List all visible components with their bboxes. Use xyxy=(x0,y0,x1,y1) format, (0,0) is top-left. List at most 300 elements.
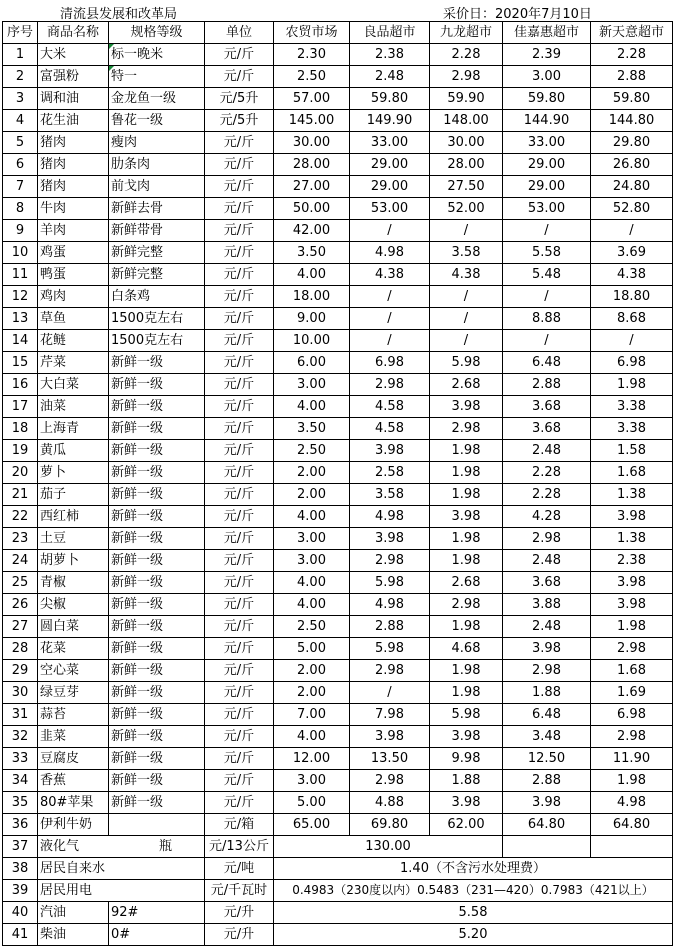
price-liangpin: 4.58 xyxy=(350,418,430,440)
table-row xyxy=(3,858,673,880)
table-row xyxy=(3,484,673,506)
table-row xyxy=(3,924,673,946)
col-header-market: 农贸市场 xyxy=(274,22,350,44)
price-xintianyi: 2.38 xyxy=(591,550,673,572)
col-header-jiajiahui: 佳嘉惠超市 xyxy=(503,22,591,44)
row-unit: 元/斤 xyxy=(205,660,274,682)
price-market: 5.00 xyxy=(274,638,350,660)
row-name-spec xyxy=(38,836,205,858)
price-xintianyi: 3.98 xyxy=(591,506,673,528)
row-name: 尖椒 xyxy=(38,594,109,616)
row-no: 41 xyxy=(3,924,38,946)
row-name: 圆白菜 xyxy=(38,616,109,638)
price-liangpin: 4.98 xyxy=(350,242,430,264)
price-jiulong: 28.00 xyxy=(430,154,503,176)
row-unit: 元/斤 xyxy=(205,66,274,88)
price-market: 2.50 xyxy=(274,440,350,462)
row-spec: 新鲜一级 xyxy=(109,550,205,572)
table-header-row xyxy=(3,22,673,44)
row-spec: 新鲜一级 xyxy=(109,792,205,814)
price-jiulong: 30.00 xyxy=(430,132,503,154)
row-unit: 元/斤 xyxy=(205,726,274,748)
price-jiajiahui: 2.48 xyxy=(503,616,591,638)
price-market: 2.30 xyxy=(274,44,350,66)
col-header-xintianyi: 新天意超市 xyxy=(591,22,673,44)
price-market: 2.50 xyxy=(274,66,350,88)
row-unit: 元/斤 xyxy=(205,506,274,528)
agency-title: 清流县发展和改革局 xyxy=(60,7,178,22)
row-spec: 新鲜一级 xyxy=(109,484,205,506)
row-name: 花鲢 xyxy=(38,330,109,352)
table-row xyxy=(3,220,673,242)
price-jiajiahui: 2.39 xyxy=(503,44,591,66)
price-liangpin: 3.98 xyxy=(350,528,430,550)
price-xintianyi: 11.90 xyxy=(591,748,673,770)
row-spec: 新鲜一级 xyxy=(109,528,205,550)
price-jiajiahui: / xyxy=(503,330,591,352)
price-jiulong: 1.98 xyxy=(430,660,503,682)
row-unit: 元/斤 xyxy=(205,616,274,638)
price-liangpin: / xyxy=(350,220,430,242)
row-name: 猪肉 xyxy=(38,176,109,198)
row-spec: 新鲜一级 xyxy=(109,572,205,594)
table-row xyxy=(3,572,673,594)
row-unit: 元/斤 xyxy=(205,352,274,374)
price-market: 28.00 xyxy=(274,154,350,176)
price-liangpin: 33.00 xyxy=(350,132,430,154)
row-no: 31 xyxy=(3,704,38,726)
row-unit: 元/斤 xyxy=(205,528,274,550)
row-spec: 92# xyxy=(109,902,205,924)
price-xintianyi: 1.68 xyxy=(591,660,673,682)
price-liangpin: 2.98 xyxy=(350,550,430,572)
row-name: 液化气 xyxy=(40,839,80,854)
price-xintianyi: 4.38 xyxy=(591,264,673,286)
row-name: 居民用电 xyxy=(38,880,205,902)
row-name: 猪肉 xyxy=(38,132,109,154)
row-spec: 新鲜一级 xyxy=(109,462,205,484)
row-spec: 新鲜一级 xyxy=(109,726,205,748)
row-name: 鸡蛋 xyxy=(38,242,109,264)
price-jiajiahui: 53.00 xyxy=(503,198,591,220)
row-name: 80#苹果 xyxy=(38,792,109,814)
row-name: 牛肉 xyxy=(38,198,109,220)
price-jiajiahui: 5.58 xyxy=(503,242,591,264)
row-no: 17 xyxy=(3,396,38,418)
price-jiajiahui: 3.88 xyxy=(503,594,591,616)
price-market: 145.00 xyxy=(274,110,350,132)
row-unit: 元/斤 xyxy=(205,638,274,660)
price-jiajiahui: 3.68 xyxy=(503,572,591,594)
price-market: 42.00 xyxy=(274,220,350,242)
table-row xyxy=(3,836,673,858)
price-market: 4.00 xyxy=(274,396,350,418)
row-spec: 金龙鱼一级 xyxy=(109,88,205,110)
price-xintianyi: 2.98 xyxy=(591,638,673,660)
price-jiulong: 2.28 xyxy=(430,44,503,66)
col-header-unit: 单位 xyxy=(205,22,274,44)
table-row xyxy=(3,308,673,330)
price-liangpin: 149.90 xyxy=(350,110,430,132)
row-unit: 元/升 xyxy=(205,902,274,924)
price-xintianyi: / xyxy=(591,220,673,242)
price-xintianyi: 1.38 xyxy=(591,528,673,550)
price-market: 57.00 xyxy=(274,88,350,110)
price-market: 2.00 xyxy=(274,682,350,704)
row-spec: 新鲜一级 xyxy=(109,748,205,770)
row-spec: 瘦肉 xyxy=(109,132,205,154)
row-spec: 新鲜一级 xyxy=(109,418,205,440)
price-jiulong: 1.98 xyxy=(430,484,503,506)
table-row xyxy=(3,44,673,66)
row-spec: 新鲜一级 xyxy=(109,396,205,418)
row-merged-value: 1.40（不含污水处理费） xyxy=(274,858,673,880)
row-unit: 元/斤 xyxy=(205,396,274,418)
table-row xyxy=(3,176,673,198)
row-name: 黄瓜 xyxy=(38,440,109,462)
price-jiulong: 3.58 xyxy=(430,242,503,264)
col-header-no: 序号 xyxy=(3,22,38,44)
price-liangpin: 4.98 xyxy=(350,506,430,528)
price-xintianyi: 2.98 xyxy=(591,726,673,748)
table-row xyxy=(3,352,673,374)
row-no: 15 xyxy=(3,352,38,374)
price-jiulong: 5.98 xyxy=(430,352,503,374)
row-unit: 元/斤 xyxy=(205,374,274,396)
price-jiulong: 27.50 xyxy=(430,176,503,198)
price-liangpin: 7.98 xyxy=(350,704,430,726)
price-jiulong: 2.98 xyxy=(430,418,503,440)
row-spec: 新鲜一级 xyxy=(109,660,205,682)
row-no: 38 xyxy=(3,858,38,880)
table-row xyxy=(3,396,673,418)
price-market: 12.00 xyxy=(274,748,350,770)
price-market: 30.00 xyxy=(274,132,350,154)
price-jiajiahui: 4.28 xyxy=(503,506,591,528)
row-unit: 元/斤 xyxy=(205,308,274,330)
price-xintianyi: 1.58 xyxy=(591,440,673,462)
row-unit: 元/斤 xyxy=(205,286,274,308)
table-row xyxy=(3,682,673,704)
row-no: 30 xyxy=(3,682,38,704)
row-spec: 新鲜完整 xyxy=(109,264,205,286)
price-market: 10.00 xyxy=(274,330,350,352)
price-jiulong: 1.98 xyxy=(430,682,503,704)
price-liangpin: 4.58 xyxy=(350,396,430,418)
price-table xyxy=(2,21,673,946)
row-spec: 新鲜一级 xyxy=(109,616,205,638)
row-no: 21 xyxy=(3,484,38,506)
row-unit: 元/斤 xyxy=(205,550,274,572)
table-row xyxy=(3,242,673,264)
price-market: 3.00 xyxy=(274,374,350,396)
price-market: 2.00 xyxy=(274,462,350,484)
row-name: 土豆 xyxy=(38,528,109,550)
row-merged-value: 5.58 xyxy=(274,902,673,924)
price-liangpin: 5.98 xyxy=(350,638,430,660)
price-jiulong: 3.98 xyxy=(430,792,503,814)
table-row xyxy=(3,616,673,638)
col-header-jiulong: 九龙超市 xyxy=(430,22,503,44)
price-market: 18.00 xyxy=(274,286,350,308)
price-xintianyi: 8.68 xyxy=(591,308,673,330)
row-spec: 白条鸡 xyxy=(109,286,205,308)
row-no: 32 xyxy=(3,726,38,748)
price-jiajiahui: 2.28 xyxy=(503,462,591,484)
price-liangpin: 13.50 xyxy=(350,748,430,770)
price-liangpin: / xyxy=(350,330,430,352)
price-market: 9.00 xyxy=(274,308,350,330)
row-name: 鸭蛋 xyxy=(38,264,109,286)
row-name: 萝卜 xyxy=(38,462,109,484)
col-header-liangpin: 良品超市 xyxy=(350,22,430,44)
row-spec: 新鲜一级 xyxy=(109,440,205,462)
row-spec: 新鲜一级 xyxy=(109,352,205,374)
row-name: 韭菜 xyxy=(38,726,109,748)
table-row xyxy=(3,154,673,176)
row-spec: 新鲜一级 xyxy=(109,594,205,616)
row-no: 9 xyxy=(3,220,38,242)
row-unit: 元/斤 xyxy=(205,682,274,704)
price-jiajiahui: / xyxy=(503,220,591,242)
price-jiajiahui: 5.48 xyxy=(503,264,591,286)
price-liangpin: 2.98 xyxy=(350,660,430,682)
row-no: 18 xyxy=(3,418,38,440)
price-liangpin: 53.00 xyxy=(350,198,430,220)
row-empty xyxy=(591,836,673,858)
price-jiulong: 1.98 xyxy=(430,528,503,550)
row-no: 19 xyxy=(3,440,38,462)
row-spec: 新鲜一级 xyxy=(109,638,205,660)
price-liangpin: 69.80 xyxy=(350,814,430,836)
row-spec: 新鲜一级 xyxy=(109,770,205,792)
price-xintianyi: 3.38 xyxy=(591,418,673,440)
table-row xyxy=(3,418,673,440)
price-xintianyi: 1.98 xyxy=(591,770,673,792)
row-spec: 1500克左右 xyxy=(109,330,205,352)
row-no: 25 xyxy=(3,572,38,594)
price-xintianyi: 3.98 xyxy=(591,572,673,594)
row-spec: 新鲜带骨 xyxy=(109,220,205,242)
row-spec: 0# xyxy=(109,924,205,946)
price-xintianyi: 1.68 xyxy=(591,462,673,484)
price-jiajiahui: 2.98 xyxy=(503,660,591,682)
price-xintianyi: 59.80 xyxy=(591,88,673,110)
price-jiulong: 3.98 xyxy=(430,506,503,528)
table-row xyxy=(3,704,673,726)
price-jiajiahui: 3.98 xyxy=(503,792,591,814)
price-xintianyi: 3.98 xyxy=(591,594,673,616)
row-empty xyxy=(503,836,591,858)
price-jiajiahui: 33.00 xyxy=(503,132,591,154)
table-row xyxy=(3,550,673,572)
price-jiajiahui: 2.88 xyxy=(503,770,591,792)
price-jiulong: / xyxy=(430,286,503,308)
price-liangpin: 59.80 xyxy=(350,88,430,110)
price-jiulong: 1.98 xyxy=(430,616,503,638)
table-row xyxy=(3,286,673,308)
row-no: 7 xyxy=(3,176,38,198)
price-jiulong: 1.98 xyxy=(430,440,503,462)
row-spec: 新鲜一级 xyxy=(109,704,205,726)
row-no: 23 xyxy=(3,528,38,550)
price-liangpin: / xyxy=(350,682,430,704)
row-no: 27 xyxy=(3,616,38,638)
row-no: 13 xyxy=(3,308,38,330)
price-market: 4.00 xyxy=(274,572,350,594)
price-market: 3.50 xyxy=(274,242,350,264)
row-unit: 元/斤 xyxy=(205,770,274,792)
row-unit: 元/斤 xyxy=(205,594,274,616)
price-xintianyi: 3.69 xyxy=(591,242,673,264)
price-jiajiahui: 3.98 xyxy=(503,638,591,660)
price-market: 7.00 xyxy=(274,704,350,726)
table-row xyxy=(3,374,673,396)
price-market: 5.00 xyxy=(274,792,350,814)
row-no: 2 xyxy=(3,66,38,88)
row-unit: 元/斤 xyxy=(205,418,274,440)
price-market: 50.00 xyxy=(274,198,350,220)
row-name: 蒜苔 xyxy=(38,704,109,726)
price-jiulong: 1.88 xyxy=(430,770,503,792)
price-xintianyi: 64.80 xyxy=(591,814,673,836)
row-name: 芹菜 xyxy=(38,352,109,374)
row-no: 40 xyxy=(3,902,38,924)
price-xintianyi: 1.38 xyxy=(591,484,673,506)
row-no: 12 xyxy=(3,286,38,308)
row-name: 上海青 xyxy=(38,418,109,440)
price-liangpin: / xyxy=(350,308,430,330)
price-jiajiahui: 3.68 xyxy=(503,396,591,418)
table-row xyxy=(3,88,673,110)
row-name: 猪肉 xyxy=(38,154,109,176)
price-xintianyi: 26.80 xyxy=(591,154,673,176)
price-xintianyi: 1.98 xyxy=(591,374,673,396)
price-jiajiahui: 2.28 xyxy=(503,484,591,506)
price-market: 3.00 xyxy=(274,770,350,792)
row-unit: 元/斤 xyxy=(205,242,274,264)
price-market: 4.00 xyxy=(274,264,350,286)
price-market: 3.50 xyxy=(274,418,350,440)
price-jiulong: / xyxy=(430,308,503,330)
row-no: 8 xyxy=(3,198,38,220)
row-unit: 元/斤 xyxy=(205,704,274,726)
row-no: 5 xyxy=(3,132,38,154)
row-no: 3 xyxy=(3,88,38,110)
price-xintianyi: 6.98 xyxy=(591,352,673,374)
row-name: 草鱼 xyxy=(38,308,109,330)
table-row xyxy=(3,748,673,770)
row-merged-value: 130.00 xyxy=(274,836,503,858)
price-liangpin: 2.98 xyxy=(350,374,430,396)
price-jiajiahui: 29.00 xyxy=(503,154,591,176)
row-name: 大白菜 xyxy=(38,374,109,396)
row-no: 28 xyxy=(3,638,38,660)
price-liangpin: 29.00 xyxy=(350,176,430,198)
price-market: 3.00 xyxy=(274,528,350,550)
row-unit: 元/箱 xyxy=(205,814,274,836)
row-name: 香蕉 xyxy=(38,770,109,792)
price-liangpin: 29.00 xyxy=(350,154,430,176)
row-unit: 元/5升 xyxy=(205,110,274,132)
price-jiulong: 2.98 xyxy=(430,594,503,616)
price-xintianyi: 52.80 xyxy=(591,198,673,220)
row-unit: 元/斤 xyxy=(205,330,274,352)
price-market: 4.00 xyxy=(274,726,350,748)
price-jiajiahui: 6.48 xyxy=(503,704,591,726)
row-name: 调和油 xyxy=(38,88,109,110)
price-market: 4.00 xyxy=(274,594,350,616)
row-name: 羊肉 xyxy=(38,220,109,242)
price-jiajiahui: 2.48 xyxy=(503,550,591,572)
row-name: 鸡肉 xyxy=(38,286,109,308)
row-unit: 元/吨 xyxy=(205,858,274,880)
row-no: 36 xyxy=(3,814,38,836)
table-row xyxy=(3,132,673,154)
row-unit: 元/5升 xyxy=(205,88,274,110)
price-market: 6.00 xyxy=(274,352,350,374)
survey-date: 采价日：2020年7月10日 xyxy=(443,7,592,22)
table-row xyxy=(3,66,673,88)
row-merged-value: 0.4983（230度以内）0.5483（231—420）0.7983（421以上） xyxy=(274,880,673,902)
price-jiajiahui: 3.00 xyxy=(503,66,591,88)
price-market: 2.50 xyxy=(274,616,350,638)
row-name: 油菜 xyxy=(38,396,109,418)
row-spec: 1500克左右 xyxy=(109,308,205,330)
row-no: 33 xyxy=(3,748,38,770)
price-liangpin: 3.98 xyxy=(350,726,430,748)
row-unit: 元/斤 xyxy=(205,176,274,198)
row-no: 20 xyxy=(3,462,38,484)
row-unit: 元/千瓦时 xyxy=(205,880,274,902)
row-spec: 新鲜一级 xyxy=(109,506,205,528)
price-jiulong: 1.98 xyxy=(430,462,503,484)
price-xintianyi: 1.98 xyxy=(591,616,673,638)
table-row xyxy=(3,440,673,462)
row-unit: 元/斤 xyxy=(205,792,274,814)
row-name: 花菜 xyxy=(38,638,109,660)
price-liangpin: 2.58 xyxy=(350,462,430,484)
row-unit: 元/斤 xyxy=(205,748,274,770)
price-xintianyi: 2.88 xyxy=(591,66,673,88)
price-liangpin: 3.98 xyxy=(350,440,430,462)
row-no: 29 xyxy=(3,660,38,682)
price-market: 3.00 xyxy=(274,550,350,572)
row-no: 39 xyxy=(3,880,38,902)
row-unit: 元/斤 xyxy=(205,132,274,154)
price-jiulong: 52.00 xyxy=(430,198,503,220)
row-name: 豆腐皮 xyxy=(38,748,109,770)
price-market: 27.00 xyxy=(274,176,350,198)
row-no: 35 xyxy=(3,792,38,814)
price-xintianyi: 24.80 xyxy=(591,176,673,198)
price-jiajiahui: 2.48 xyxy=(503,440,591,462)
row-unit: 元/斤 xyxy=(205,440,274,462)
price-jiulong: / xyxy=(430,330,503,352)
row-unit: 元/斤 xyxy=(205,220,274,242)
price-jiajiahui: 59.80 xyxy=(503,88,591,110)
price-jiulong: 59.90 xyxy=(430,88,503,110)
price-market: 2.00 xyxy=(274,660,350,682)
price-jiajiahui: 64.80 xyxy=(503,814,591,836)
row-name: 富强粉 xyxy=(38,66,109,88)
table-row xyxy=(3,330,673,352)
price-liangpin: 6.98 xyxy=(350,352,430,374)
col-header-spec: 规格等级 xyxy=(109,22,205,44)
price-jiulong: 4.38 xyxy=(430,264,503,286)
table-row xyxy=(3,792,673,814)
row-spec: 新鲜去骨 xyxy=(109,198,205,220)
